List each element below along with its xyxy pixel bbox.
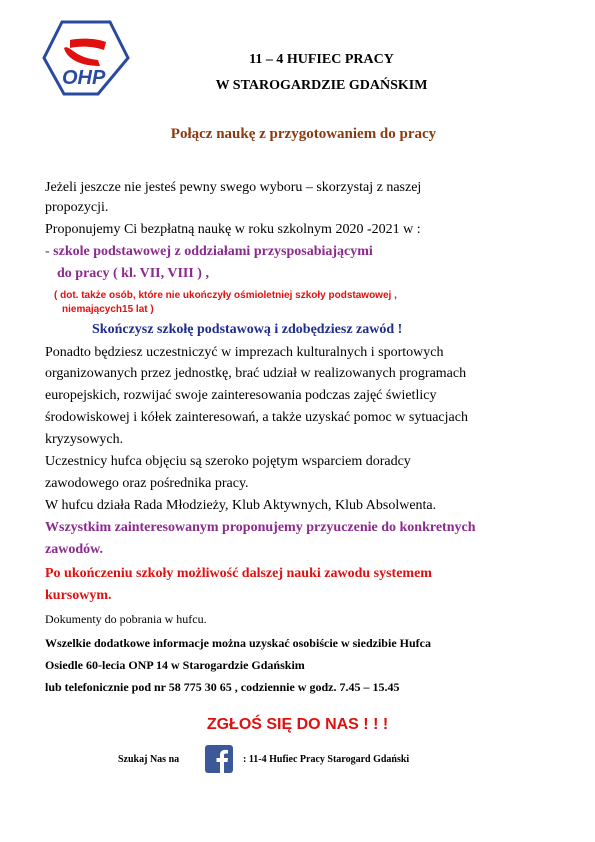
- address-line: Osiedle 60-lecia ONP 14 w Starogardzie Gdańskim: [45, 658, 305, 672]
- offer-line: do pracy ( kl. VII, VIII ) ,: [57, 266, 209, 281]
- body-line: Proponujemy Ci bezpłatną naukę w roku szkolnym 2020 -2021 w :: [45, 222, 421, 237]
- social-suffix: : 11-4 Hufiec Pracy Starogard Gdański: [243, 754, 410, 765]
- note-line: niemających15 lat ): [62, 304, 154, 315]
- body-line: W hufcu działa Rada Młodzieży, Klub Aktywnych, Klub Absolwenta.: [45, 498, 437, 513]
- phone-line: lub telefonicznie pod nr 58 775 30 65 , codziennie w godz. 7.45 – 15.45: [45, 680, 400, 694]
- offer-line: - szkole podstawowej z oddziałami przysposabiającymi: [45, 244, 373, 259]
- title-line-1: 11 – 4 HUFIEC PRACY: [249, 52, 394, 67]
- body-line: europejskich, rozwijać swoje zainteresowania podczas zajęć świetlicy: [45, 388, 437, 403]
- title-line-2: W STAROGARDZIE GDAŃSKIM: [215, 78, 428, 93]
- page-subtitle: Połącz naukę z przygotowaniem do pracy: [170, 126, 437, 142]
- body-line: Uczestnicy hufca objęciu są szeroko pojętym wsparciem doradcy: [45, 454, 411, 469]
- highlight-line: Skończysz szkołę podstawową i zdobędziesz zawód !: [92, 322, 403, 337]
- logo-text: OHP: [62, 67, 106, 89]
- body-line: kryzysowych.: [45, 432, 124, 447]
- call-to-action: ZGŁOŚ SIĘ DO NAS ! ! !: [206, 716, 389, 733]
- info-line: Po ukończeniu szkoły możliwość dalszej nauki zawodu systemem: [45, 566, 432, 581]
- body-line: propozycji.: [45, 200, 109, 215]
- body-line: organizowanych przez jednostkę, brać udział w realizowanych programach: [45, 366, 467, 381]
- body-line: zawodowego oraz pośrednika pracy.: [45, 476, 249, 491]
- offer-line: zawodów.: [45, 542, 103, 557]
- info-line: kursowym.: [45, 588, 112, 603]
- social-prefix: Szukaj Nas na: [118, 754, 180, 765]
- offer-line: Wszystkim zainteresowanym proponujemy przyuczenie do konkretnych: [45, 520, 476, 535]
- body-line: Jeżeli jeszcze nie jesteś pewny swego wyboru – skorzystaj z naszej: [45, 180, 422, 195]
- body-line: Ponadto będziesz uczestniczyć w imprezach kulturalnych i sportowych: [45, 345, 444, 360]
- note-line: ( dot. także osób, które nie ukończyły ośmioletniej szkoły podstawowej ,: [54, 290, 397, 301]
- contact-line: Wszelkie dodatkowe informacje można uzyskać osobiście w siedzibie Hufca: [45, 636, 431, 650]
- body-line: środowiskowej i kółek zainteresowań, a także uzyskać pomoc w sytuacjach: [45, 410, 468, 425]
- facebook-icon[interactable]: [205, 745, 233, 773]
- documents-line: Dokumenty do pobrania w hufcu.: [45, 612, 207, 626]
